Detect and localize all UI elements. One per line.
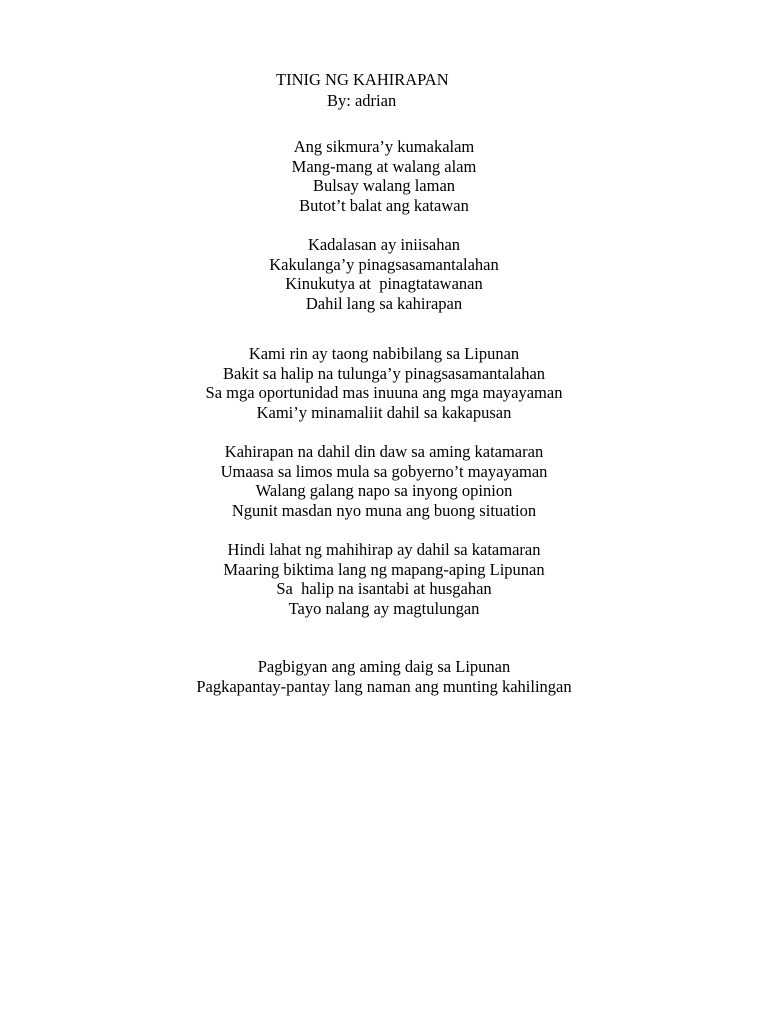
poem-line: Dahil lang sa kahirapan — [305, 293, 463, 313]
poem-line: Pagbigyan ang aming daig sa Lipunan — [257, 657, 511, 676]
stanza-6 — [0, 657, 768, 696]
poem-line: Pagkapantay-pantay lang naman ang munting kahilingan — [196, 676, 572, 696]
poem-line: Kadalasan ay iniisahan — [307, 235, 461, 254]
poem-line: Walang galang napo sa inyong opinion — [255, 481, 513, 501]
stanza-3 — [0, 344, 768, 422]
poem-line: Sa halip na isantabi at husgahan — [276, 579, 492, 599]
poem-line: Hindi lahat ng mahihirap ay dahil sa katamaran — [227, 540, 541, 559]
poem-line: Ngunit masdan nyo muna ang buong situation — [231, 500, 537, 520]
poem-byline: By: adrian — [327, 91, 397, 110]
poem-line: Kahirapan na dahil din daw sa aming katamaran — [224, 442, 544, 461]
stanza-4 — [0, 442, 768, 520]
poem-line: Bulsay walang laman — [312, 176, 456, 196]
poem-line: Kami’y minamaliit dahil sa kakapusan — [256, 402, 512, 422]
poem-line: Bakit sa halip na tulunga’y pinagsasamantalahan — [222, 363, 546, 383]
poem-line: Kinukutya at pinagtatawanan — [285, 274, 483, 294]
poem-line: Sa mga oportunidad mas inuuna ang mga mayayaman — [205, 383, 563, 403]
stanza-2 — [0, 235, 768, 313]
poem-line: Mang-mang at walang alam — [291, 156, 477, 176]
stanza-5 — [0, 540, 768, 618]
poem-line: Kami rin ay taong nabibilang sa Lipunan — [248, 344, 520, 363]
poem-line: Maaring biktima lang ng mapang-aping Lipunan — [223, 559, 545, 579]
poem-line: Kakulanga’y pinagsasamantalahan — [269, 254, 499, 274]
stanza-1 — [0, 137, 768, 215]
poem-line: Tayo nalang ay magtulungan — [288, 598, 480, 618]
poem-line: Butot’t balat ang katawan — [299, 195, 469, 215]
poem-title: TINIG NG KAHIRAPAN — [276, 70, 449, 89]
poem-line: Ang sikmura’y kumakalam — [293, 137, 475, 156]
poem-line: Umaasa sa limos mula sa gobyerno’t mayayaman — [220, 461, 548, 481]
